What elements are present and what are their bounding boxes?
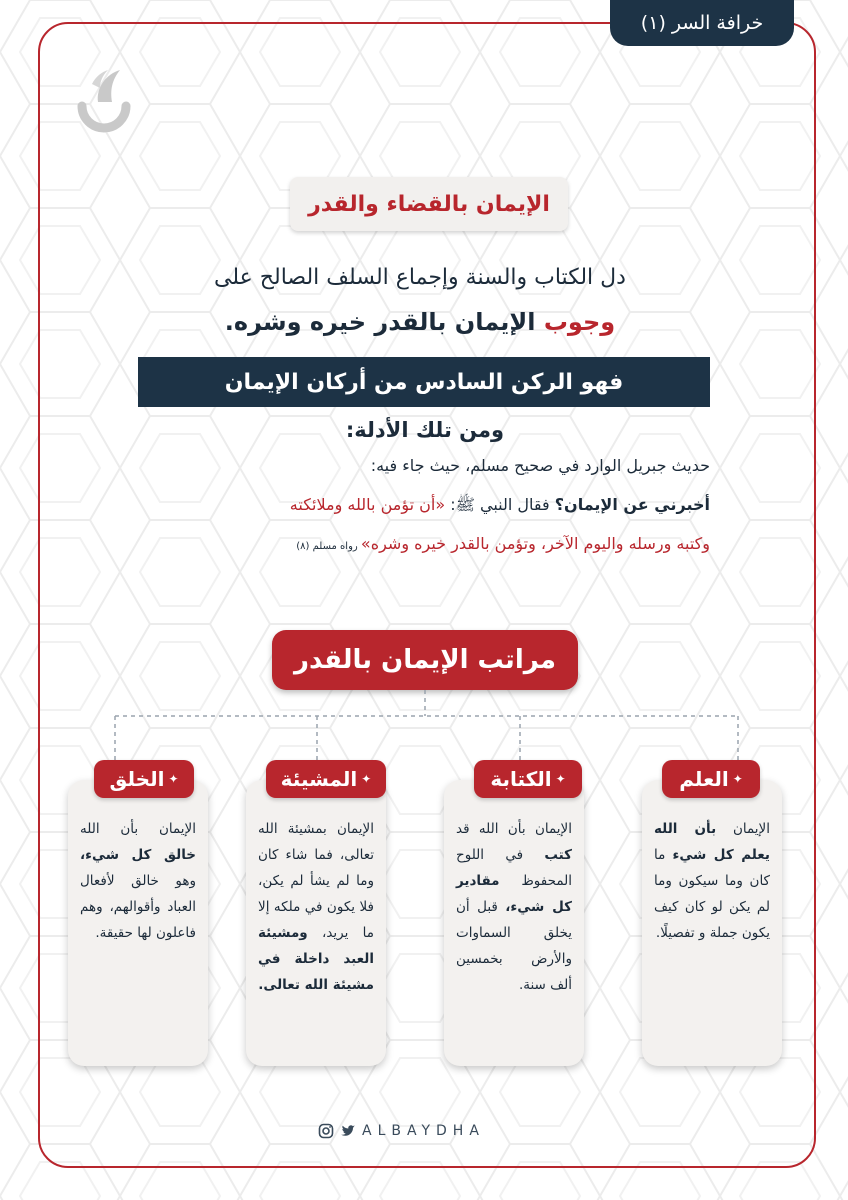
card-writing-bold-a: كتب: [544, 847, 572, 863]
star-icon: ✦: [555, 772, 566, 786]
hadith-question: أخبرني عن الإيمان؟: [554, 495, 710, 514]
card-will-text: [258, 816, 374, 998]
card-will-text-a: الإيمان بمشيئة الله تعالى، فما شاء كان وما لم يشأ لم يكن، فلا يكون في ملكه إلا ما يريد،: [258, 821, 374, 941]
instagram-icon[interactable]: [318, 1123, 334, 1139]
twitter-icon[interactable]: [340, 1123, 356, 1139]
card-writing-text-a: الإيمان بأن الله قد: [456, 821, 572, 837]
card-writing-label: [474, 760, 582, 798]
card-writing: [444, 780, 584, 1066]
card-creation-bold: خالق كل شيء،: [80, 847, 196, 863]
card-will-label: [266, 760, 386, 798]
intro-line-1: دل الكتاب والسنة وإجماع السلف الصالح على: [214, 265, 626, 290]
card-writing-text-c: قبل أن يخلق السماوات والأرض بخمسين ألف سنة.: [456, 899, 572, 993]
hadith-quote-start: «أن تؤمن بالله وملائكته: [289, 495, 446, 514]
footer: [318, 1120, 528, 1142]
card-writing-bold-b: مقادير كل شيء،: [456, 873, 572, 915]
ranks-title-text: مراتب الإيمان بالقدر: [294, 645, 556, 675]
card-will: [246, 780, 386, 1066]
card-knowledge-bold: بأن الله يعلم كل شيء: [654, 821, 770, 863]
card-creation-label-text: الخلق: [109, 767, 165, 791]
card-will-bold: ومشيئة العبد داخلة في مشيئة الله تعالى.: [258, 925, 374, 993]
hadith-quote-end: وكتبه ورسله واليوم الآخر، وتؤمن بالقدر خيره وشره»: [360, 534, 710, 553]
card-writing-label-text: الكتابة: [490, 767, 552, 791]
card-writing-text: [456, 816, 572, 998]
card-creation-label: [94, 760, 194, 798]
card-will-label-text: المشيئة: [280, 767, 358, 791]
evidence-heading: ومن تلك الأدلة:: [345, 418, 505, 442]
card-knowledge-label: [662, 760, 760, 798]
card-knowledge: [642, 780, 782, 1066]
hadith-reference: رواه مسلم (٨): [296, 541, 361, 552]
card-creation-text: [80, 816, 196, 946]
card-knowledge-text-b: ما كان وما سيكون وما لم يكن لو كان كيف يكون جملة و تفصيلًا.: [654, 847, 770, 941]
series-tab-label: خرافة السر (١): [640, 12, 764, 34]
card-creation-text-a: الإيمان بأن الله: [80, 821, 196, 837]
intro-highlight: وجوب: [543, 308, 616, 336]
card-creation: [68, 780, 208, 1066]
card-knowledge-text-a: الإيمان: [716, 821, 770, 837]
pillar-banner-text: فهو الركن السادس من أركان الإيمان: [224, 369, 624, 395]
intro-line-2-text: الإيمان بالقدر خيره وشره.: [224, 308, 544, 336]
card-knowledge-text: [654, 816, 770, 946]
hadith-line-1: حديث جبريل الوارد في صحيح مسلم، حيث جاء فيه:: [370, 456, 710, 475]
brand-name: ALBAYDHA: [362, 1123, 485, 1139]
card-creation-text-b: وهو خالق لأفعال العباد وأقوالهم، وهم فاعلون لها حقيقة.: [80, 873, 196, 941]
card-writing-text-b: في اللوح المحفوظ: [456, 847, 572, 889]
star-icon: ✦: [168, 772, 179, 786]
hadith-intro: فقال النبي ﷺ:: [445, 495, 555, 514]
star-icon: ✦: [732, 772, 743, 786]
star-icon: ✦: [361, 772, 372, 786]
card-knowledge-label-text: العلم: [679, 767, 729, 791]
page-title-text: الإيمان بالقضاء والقدر: [308, 191, 550, 217]
